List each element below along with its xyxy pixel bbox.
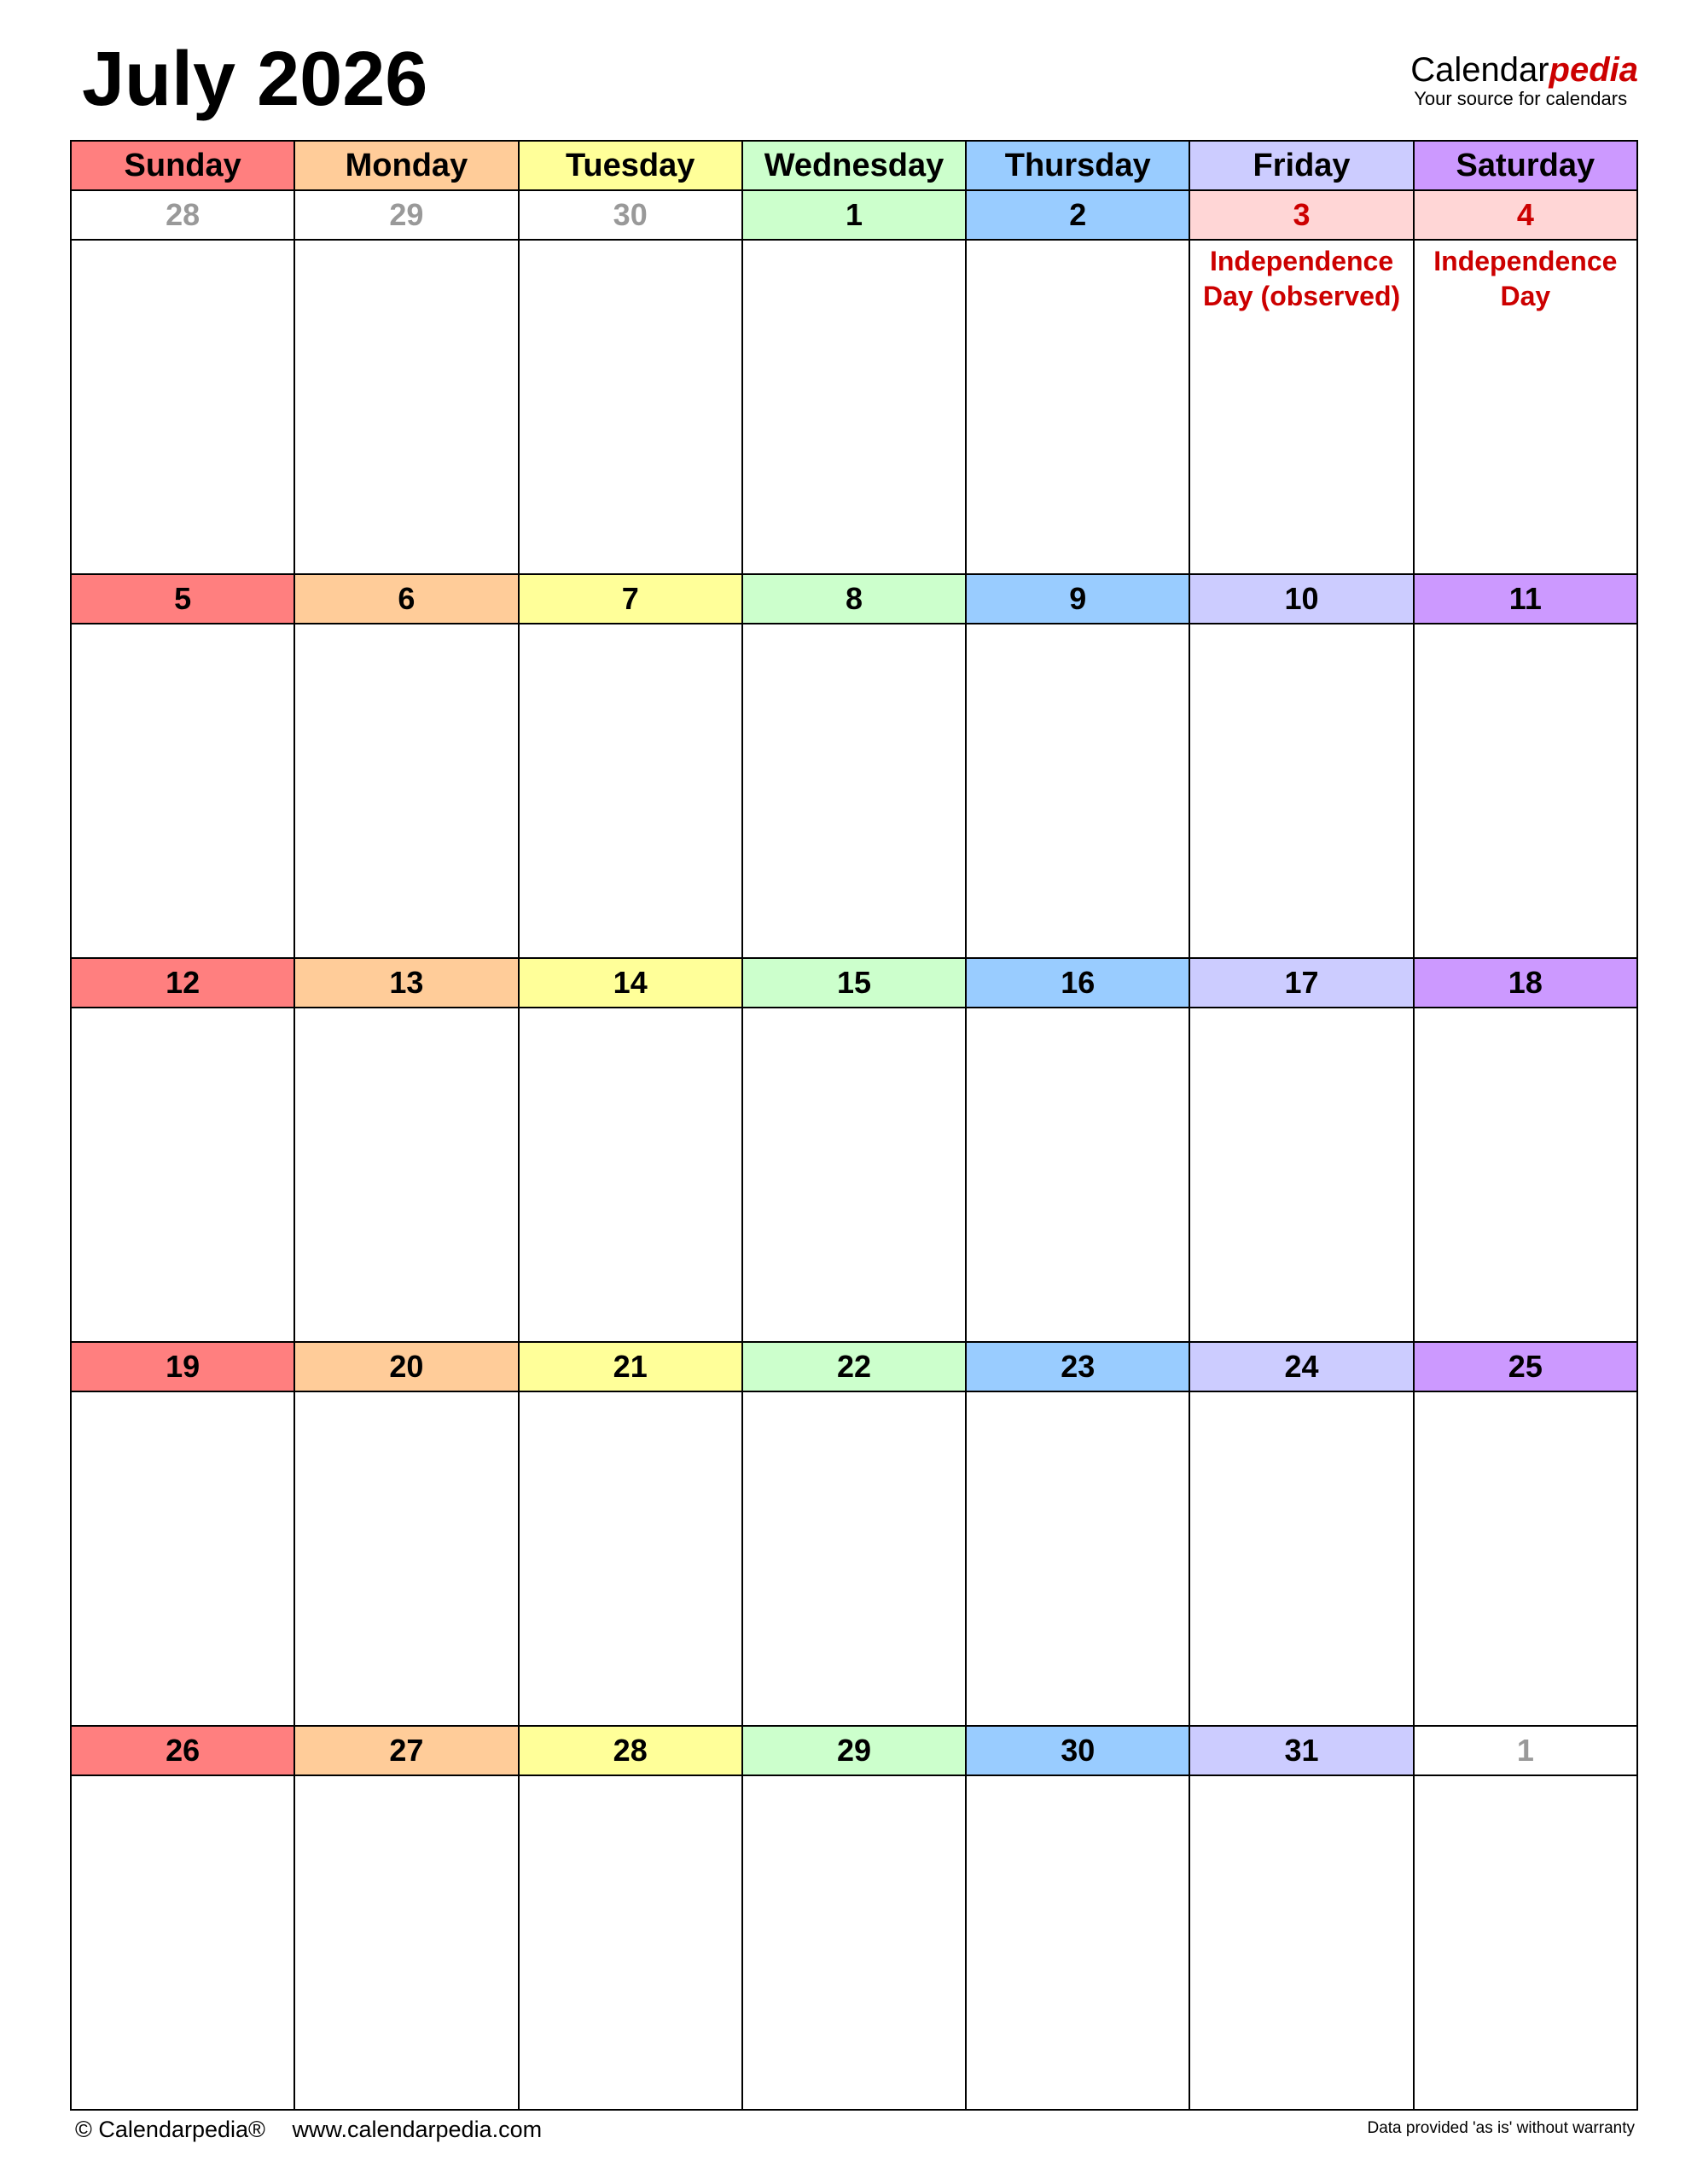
holiday-note: Independence Day (observed) [1202,246,1401,311]
day-body-row [72,1008,1638,1343]
calendar-weeks [72,191,1638,2111]
date-number-friday: 3 [1190,191,1414,241]
date-number-sunday: 28 [72,191,295,241]
brand-tagline: Your source for calendars [1414,88,1628,109]
day-body-row [72,1392,1638,1727]
weekday-tuesday: Tuesday [520,142,743,191]
date-number-sunday: 12 [72,959,295,1008]
date-number-wednesday: 1 [743,191,967,241]
day-cell[interactable] [743,241,967,575]
date-number-wednesday: 22 [743,1343,967,1392]
footer-disclaimer: Data provided 'as is' without warranty [1367,2119,1635,2137]
footer-url[interactable]: www.calendarpedia.com [292,2117,543,2142]
day-cell[interactable] [967,1776,1190,2111]
day-cell[interactable] [295,1776,519,2111]
day-cell[interactable] [72,1776,295,2111]
date-number-thursday: 23 [967,1343,1190,1392]
brand-name-part1: Calendar [1410,51,1549,89]
date-number-wednesday: 29 [743,1727,967,1776]
date-number-wednesday: 15 [743,959,967,1008]
weekday-saturday: Saturday [1415,142,1638,191]
week-row [72,191,1638,575]
weekday-thursday: Thursday [967,142,1190,191]
date-number-monday: 20 [295,1343,519,1392]
day-cell[interactable] [520,624,743,959]
day-cell[interactable] [72,1008,295,1343]
day-cell[interactable] [295,1392,519,1727]
date-number-tuesday: 21 [520,1343,743,1392]
day-cell[interactable] [743,624,967,959]
day-cell[interactable] [743,1392,967,1727]
day-cell[interactable] [295,241,519,575]
week-row [72,1343,1638,1727]
day-cell[interactable] [1415,1776,1638,2111]
brand-name [1410,51,1638,89]
date-number-row [72,1343,1638,1392]
footer-left [75,2112,542,2146]
weekday-header-row [72,142,1638,191]
date-number-friday: 17 [1190,959,1414,1008]
date-number-row [72,191,1638,241]
day-cell[interactable] [1415,624,1638,959]
date-number-tuesday: 14 [520,959,743,1008]
weekday-friday: Friday [1190,142,1414,191]
brand-logo[interactable] [1410,51,1638,109]
week-row [72,575,1638,959]
date-number-sunday: 19 [72,1343,295,1392]
date-number-tuesday: 7 [520,575,743,624]
day-cell[interactable] [520,1392,743,1727]
day-cell[interactable] [967,624,1190,959]
weekday-monday: Monday [295,142,519,191]
calendar-grid [70,140,1638,2111]
day-cell[interactable] [1190,1776,1414,2111]
page-title: July 2026 [82,37,428,122]
date-number-monday: 13 [295,959,519,1008]
weekday-wednesday: Wednesday [743,142,967,191]
day-cell[interactable] [1415,1008,1638,1343]
holiday-note: Independence Day [1433,246,1618,311]
date-number-saturday: 25 [1415,1343,1638,1392]
date-number-monday: 6 [295,575,519,624]
day-cell[interactable] [1190,1392,1414,1727]
date-number-thursday: 30 [967,1727,1190,1776]
date-number-thursday: 16 [967,959,1190,1008]
day-cell[interactable] [743,1776,967,2111]
date-number-sunday: 5 [72,575,295,624]
date-number-tuesday: 28 [520,1727,743,1776]
date-number-row [72,959,1638,1008]
date-number-saturday: 4 [1415,191,1638,241]
day-cell[interactable] [967,241,1190,575]
day-cell[interactable] [72,241,295,575]
date-number-saturday: 11 [1415,575,1638,624]
day-body-row [72,624,1638,959]
date-number-friday: 10 [1190,575,1414,624]
day-cell[interactable] [520,241,743,575]
day-cell[interactable] [1415,241,1638,575]
week-row [72,959,1638,1343]
date-number-row [72,1727,1638,1776]
day-cell[interactable] [520,1008,743,1343]
date-number-thursday: 9 [967,575,1190,624]
footer-copyright: © Calendarpedia® [75,2117,265,2142]
date-number-saturday: 18 [1415,959,1638,1008]
date-number-row [72,575,1638,624]
day-body-row [72,1776,1638,2111]
date-number-friday: 31 [1190,1727,1414,1776]
day-cell[interactable] [1415,1392,1638,1727]
date-number-friday: 24 [1190,1343,1414,1392]
day-body-row [72,241,1638,575]
day-cell[interactable] [520,1776,743,2111]
day-cell[interactable] [1190,1008,1414,1343]
date-number-saturday: 1 [1415,1727,1638,1776]
date-number-monday: 27 [295,1727,519,1776]
brand-name-part2: pedia [1549,51,1638,89]
weekday-sunday: Sunday [72,142,295,191]
day-cell[interactable] [967,1392,1190,1727]
week-row [72,1727,1638,2111]
date-number-sunday: 26 [72,1727,295,1776]
day-cell[interactable] [1190,241,1414,575]
date-number-wednesday: 8 [743,575,967,624]
day-cell[interactable] [743,1008,967,1343]
day-cell[interactable] [72,1392,295,1727]
date-number-monday: 29 [295,191,519,241]
day-cell[interactable] [967,1008,1190,1343]
day-cell[interactable] [72,624,295,959]
day-cell[interactable] [1190,624,1414,959]
date-number-tuesday: 30 [520,191,743,241]
date-number-thursday: 2 [967,191,1190,241]
day-cell[interactable] [295,1008,519,1343]
day-cell[interactable] [295,624,519,959]
